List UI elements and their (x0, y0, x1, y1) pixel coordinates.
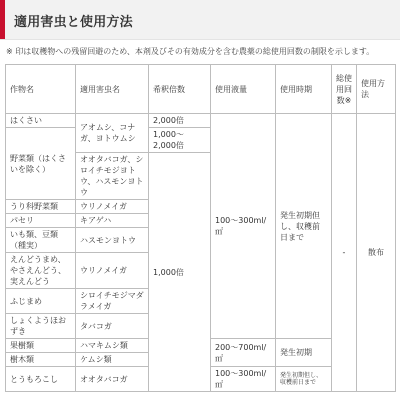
crop-cell: 果樹類 (6, 339, 76, 353)
crop-cell: うり科野菜類 (6, 200, 76, 214)
header-volume: 使用液量 (211, 65, 276, 114)
crop-cell: はくさい (6, 114, 76, 128)
timing-cell: 発生初期但し、収穫前日まで (276, 367, 332, 392)
table-header-row (6, 65, 396, 114)
crop-cell: ふじまめ (6, 289, 76, 314)
crop-cell: しょくようほおずき (6, 314, 76, 339)
pest-cell: アオムシ、コナガ、ヨトウムシ (76, 114, 149, 153)
dilution-cell: 2,000倍 (149, 114, 211, 128)
crop-cell: いも類、豆類（種実） (6, 228, 76, 253)
section-header (0, 0, 400, 40)
pest-usage-table (5, 64, 396, 392)
crop-cell: えんどうまめ、やさえんどう、実えんどう (6, 253, 76, 289)
dilution-cell: 1,000倍 (149, 153, 211, 392)
section-title: 適用害虫と使用方法 (14, 15, 133, 30)
volume-cell: 100～300ml/㎡ (211, 367, 276, 392)
timing-cell: 発生初期但し、収穫前日まで (276, 114, 332, 339)
crop-cell: 野菜類（はくさいを除く） (6, 128, 76, 200)
crop-cell: とうもろこし (6, 367, 76, 392)
pest-cell: オオタバコガ、シロイチモジヨトウ、ハスモンヨトウ (76, 153, 149, 200)
crop-cell: パセリ (6, 214, 76, 228)
pest-cell: キアゲハ (76, 214, 149, 228)
pest-cell: シロイチモジマダラメイガ (76, 289, 149, 314)
header-timing: 使用時期 (276, 65, 332, 114)
table-row (6, 114, 396, 128)
method-cell: 散布 (357, 114, 396, 392)
header-total-uses: 総使用回数※ (332, 65, 357, 114)
header-crop: 作物名 (6, 65, 76, 114)
total-uses-cell: - (332, 114, 357, 392)
timing-cell: 発生初期 (276, 339, 332, 367)
pest-cell: ハマキムシ類 (76, 339, 149, 353)
pest-cell: オオタバコガ (76, 367, 149, 392)
pest-cell: ハスモンヨトウ (76, 228, 149, 253)
volume-cell: 200～700ml/㎡ (211, 339, 276, 367)
header-pests: 適用害虫名 (76, 65, 149, 114)
pest-cell: ウリノメイガ (76, 200, 149, 214)
header-method: 使用方法 (357, 65, 396, 114)
usage-note: ※ 印は収穫物への残留回避のため、本剤及びその有効成分を含む農薬の総使用回数の制限を示します。 (6, 47, 375, 56)
crop-cell: 樹木類 (6, 353, 76, 367)
pest-cell: タバコガ (76, 314, 149, 339)
volume-cell: 100～300ml/㎡ (211, 114, 276, 339)
dilution-cell: 1,000～2,000倍 (149, 128, 211, 153)
pest-cell: ウリノメイガ (76, 253, 149, 289)
pest-cell: ケムシ類 (76, 353, 149, 367)
header-accent-bar (0, 0, 5, 39)
header-dilution: 希釈倍数 (149, 65, 211, 114)
